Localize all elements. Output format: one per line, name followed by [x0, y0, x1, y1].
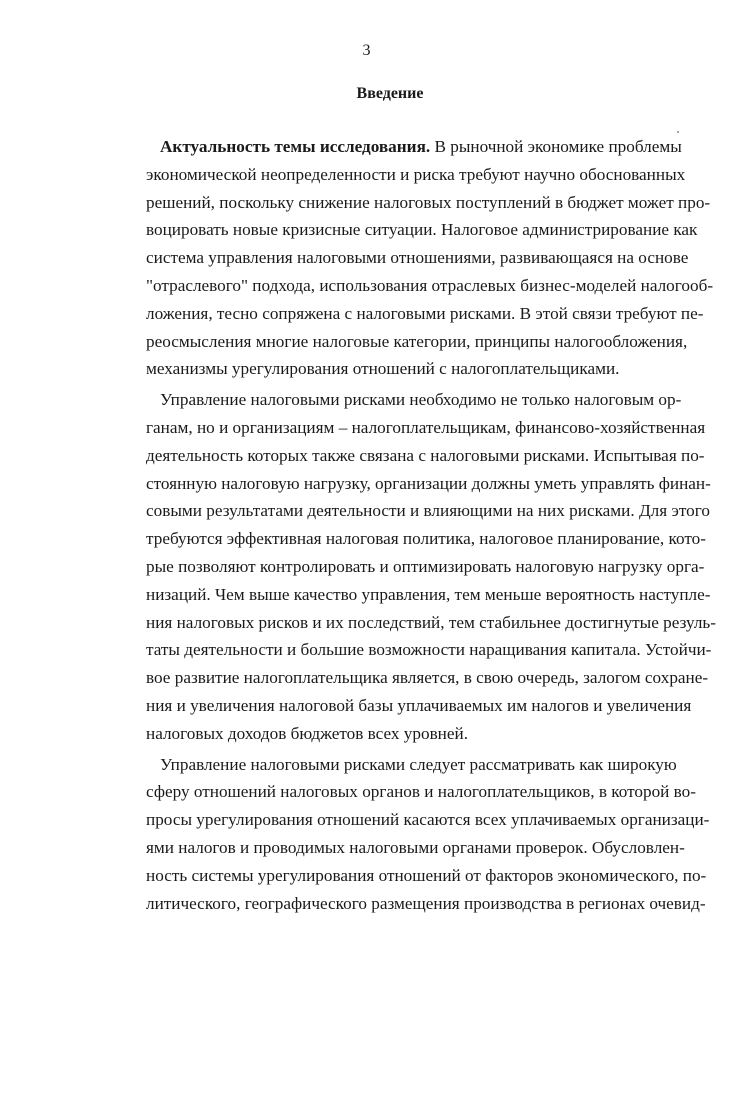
text-line: ния налоговых рисков и их последствий, тем стабильнее достигнутые резуль-	[146, 612, 716, 632]
text-line: ганам, но и организациям – налогоплательщикам, финансово-хозяйственная	[146, 417, 706, 437]
text-line: просы урегулирования отношений касаются всех уплачиваемых организаци-	[146, 810, 710, 830]
text-line: ность системы урегулирования отношений от факторов экономического, по-	[146, 865, 707, 885]
text-line: система управления налоговыми отношениями, развивающаяся на основе	[146, 248, 689, 268]
text-line: ями налогов и проводимых налоговыми органами проверок. Обусловлен-	[146, 837, 685, 857]
text-line: налоговых доходов бюджетов всех уровней.	[146, 723, 469, 743]
text-line: механизмы урегулирования отношений с налогоплательщиками.	[146, 359, 620, 379]
text-line: ния и увеличения налоговой базы уплачиваемых им налогов и увеличения	[146, 695, 692, 715]
text-line: деятельность которых также связана с налоговыми рисками. Испытывая по-	[146, 445, 705, 465]
text-line	[146, 133, 682, 161]
text-line: Управление налоговыми рисками необходимо не только налоговым ор-	[160, 390, 682, 410]
text-line: стоянную налоговую нагрузку, организации должны уметь управлять финан-	[146, 473, 711, 493]
text-line-rest: В рыночной экономике проблемы	[430, 137, 682, 156]
text-line: воцировать новые кризисные ситуации. Налоговое администрирование как	[146, 220, 698, 240]
text-line: литического, географического размещения производства в регионах очевид-	[146, 893, 706, 913]
page-number: 3	[362, 42, 371, 59]
text-line: решений, поскольку снижение налоговых поступлений в бюджет может про-	[146, 192, 711, 212]
text-line: реосмысления многие налоговые категории, принципы налогообложения,	[146, 331, 688, 351]
text-line: экономической неопределенности и риска требуют научно обоснованных	[146, 164, 686, 184]
text-line: требуются эффективная налоговая политика, налоговое планирование, кото-	[146, 529, 706, 549]
text-line: ложения, тесно сопряжена с налоговыми рисками. В этой связи требуют пе-	[146, 303, 704, 323]
text-line: "отраслевого" подхода, использования отраслевых бизнес-моделей налогооб-	[146, 275, 714, 295]
text-line: рые позволяют контролировать и оптимизировать налоговую нагрузку орга-	[146, 556, 705, 576]
text-line: сферу отношений налоговых органов и налогоплательщиков, в которой во-	[146, 782, 696, 802]
lead-phrase: Актуальность темы исследования.	[160, 137, 431, 156]
section-heading: Введение	[356, 85, 424, 102]
text-line: совыми результатами деятельности и влияющими на них рисками. Для этого	[146, 501, 710, 521]
text-line: таты деятельности и большие возможности наращивания капитала. Устойчи-	[146, 640, 712, 660]
text-line: низаций. Чем выше качество управления, тем меньше вероятность наступле-	[146, 584, 711, 604]
text-line: вое развитие налогоплательщика является, в свою очередь, залогом сохране-	[146, 668, 709, 688]
text-line: Управление налоговыми рисками следует рассматривать как широкую	[160, 754, 677, 774]
body-text	[146, 133, 716, 917]
